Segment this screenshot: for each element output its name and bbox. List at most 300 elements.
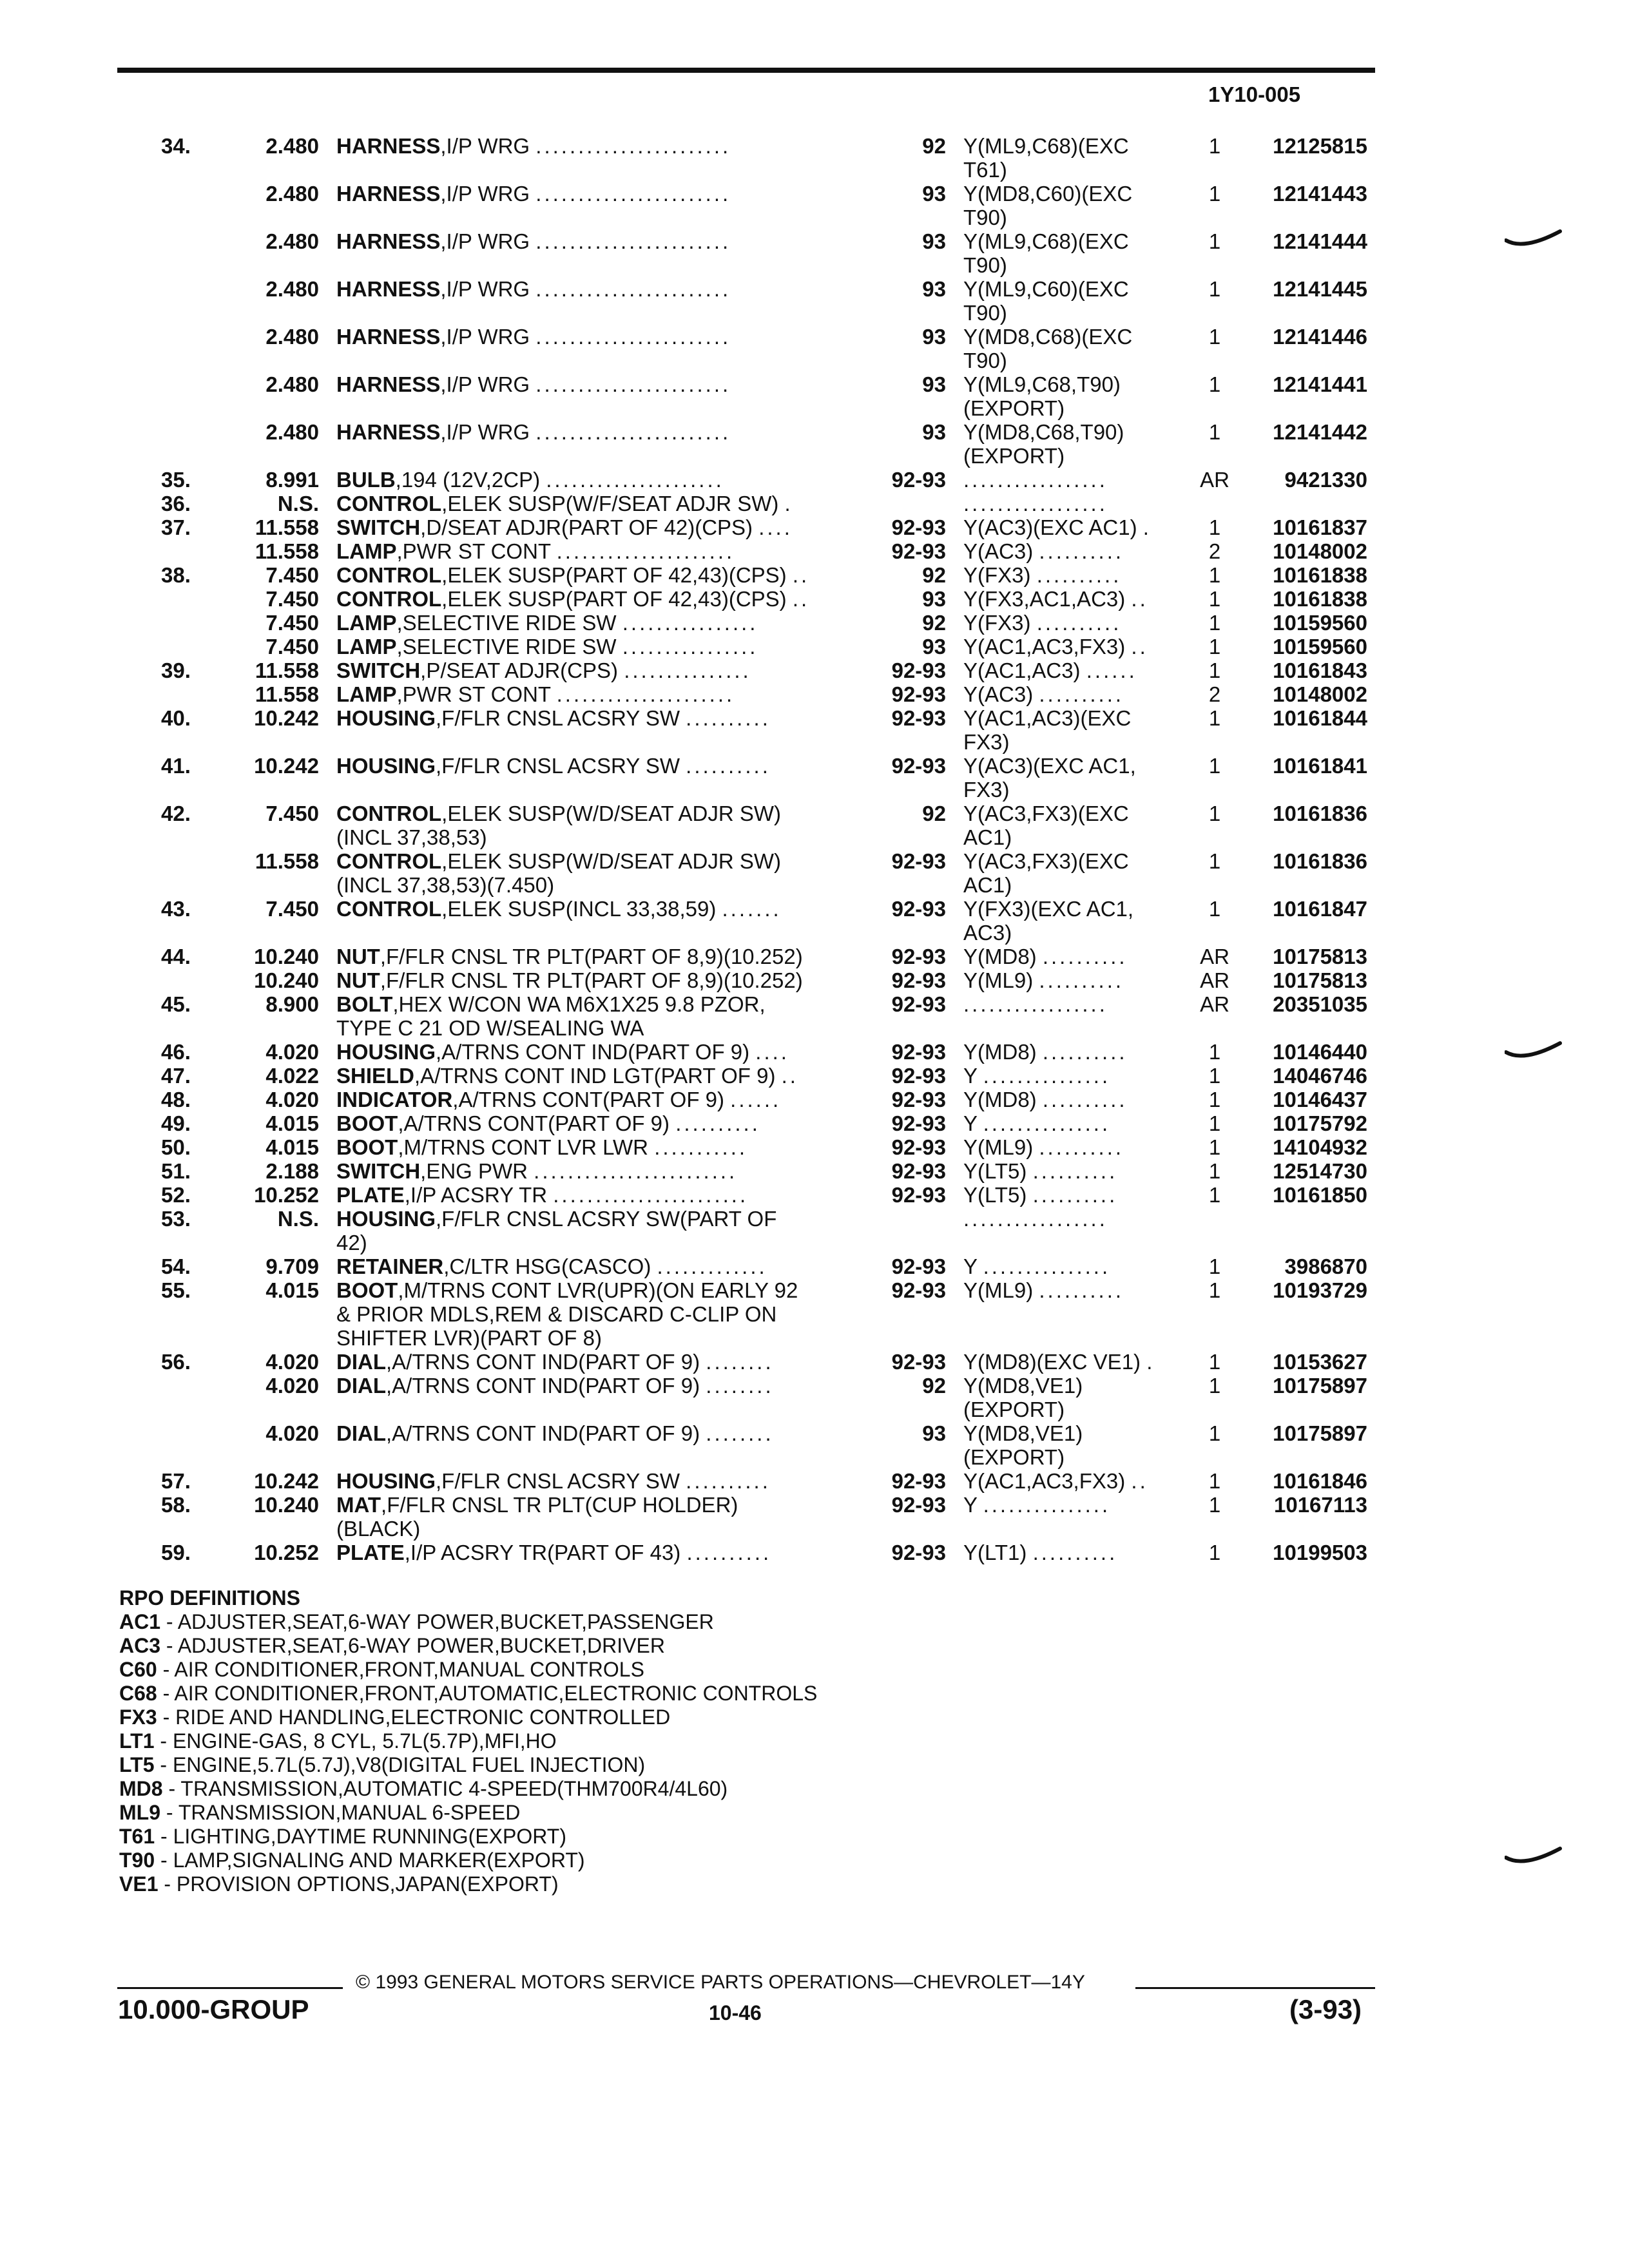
model-year: 92-93 [891, 1111, 946, 1135]
usage-code [963, 1040, 1202, 1064]
usage-text: Y(LT1) [963, 1541, 1027, 1564]
table-row [0, 1088, 1629, 1112]
leader-dots: ........ [706, 1374, 774, 1398]
part-desc-text: ,I/P WRG [440, 182, 530, 206]
usage-code [963, 229, 1202, 254]
part-desc-text: ,PWR ST CONT [396, 682, 551, 706]
part-name: HARNESS [336, 277, 441, 301]
usage-code [963, 1421, 1202, 1446]
usage-code [963, 706, 1202, 731]
item-number: 37. [161, 515, 191, 539]
part-number: 10161836 [1273, 849, 1367, 873]
check-mark-icon [1505, 1846, 1563, 1872]
part-description [336, 1111, 865, 1136]
table-row [0, 1469, 1629, 1494]
quantity: AR [1200, 945, 1229, 968]
usage-code-cont: FX3) [963, 730, 1010, 754]
leader-dots: .. [1131, 587, 1148, 611]
model-year: 92-93 [891, 1159, 946, 1183]
leader-dots: .......... [1039, 968, 1124, 992]
rpo-list [119, 1610, 817, 1896]
part-name: PLATE [336, 1183, 405, 1207]
quantity: 1 [1208, 372, 1221, 396]
part-desc-text: ,A/TRNS CONT IND LGT(PART OF 9) [414, 1064, 776, 1088]
item-number: 51. [161, 1159, 191, 1183]
model-year: 92-93 [891, 1040, 946, 1064]
model-year: 93 [922, 420, 946, 444]
part-desc-text: ,I/P WRG [440, 134, 530, 158]
quantity: 1 [1208, 1183, 1221, 1207]
part-number: 10159560 [1273, 635, 1367, 658]
table-row [0, 182, 1629, 229]
part-desc-text: ,P/SEAT ADJR(CPS) [420, 658, 619, 682]
illustration-ref: 2.480 [265, 229, 319, 253]
rpo-code: ML9 [119, 1801, 160, 1824]
usage-code [963, 1374, 1202, 1398]
part-number: 10161841 [1273, 754, 1367, 778]
illustration-ref: 2.188 [265, 1159, 319, 1183]
model-year: 92-93 [891, 1135, 946, 1159]
table-row [0, 754, 1629, 802]
quantity: 1 [1208, 754, 1221, 778]
table-row [0, 492, 1629, 516]
usage-text: Y(FX3,AC1,AC3) [963, 587, 1126, 611]
illustration-ref: 4.015 [265, 1135, 319, 1159]
illustration-ref: 7.450 [265, 587, 319, 611]
part-description [336, 1135, 865, 1160]
quantity: 1 [1208, 587, 1221, 611]
part-name: NUT [336, 945, 380, 968]
model-year: 92-93 [891, 1088, 946, 1111]
part-name: SWITCH [336, 515, 421, 539]
leader-dots: ..................... [556, 682, 735, 706]
rpo-item [119, 1825, 817, 1849]
usage-text: Y(MD8) [963, 1088, 1037, 1111]
table-row [0, 468, 1629, 492]
usage-text: Y(FX3) [963, 611, 1031, 635]
table-row [0, 682, 1629, 707]
quantity: AR [1200, 468, 1229, 492]
part-description [336, 1088, 865, 1112]
leader-dots: ........ [706, 1350, 774, 1374]
illustration-ref: 8.900 [265, 992, 319, 1016]
usage-code [963, 587, 1202, 611]
quantity: AR [1200, 992, 1229, 1016]
part-number: 10175897 [1273, 1374, 1367, 1398]
page-number: 10-46 [709, 2001, 762, 2024]
leader-dots: .......... [1036, 611, 1122, 635]
illustration-ref: 9.709 [265, 1254, 319, 1278]
usage-code [963, 1469, 1202, 1494]
part-desc-text: ,A/TRNS CONT IND(PART OF 9) [386, 1421, 700, 1445]
footer-rule-left [117, 1987, 343, 1989]
leader-dots: .. [1131, 635, 1148, 658]
quantity: 1 [1208, 635, 1221, 658]
leader-dots: .......... [675, 1111, 760, 1135]
part-name: BOOT [336, 1135, 398, 1159]
illustration-ref: 7.450 [265, 802, 319, 825]
quantity: 1 [1208, 1064, 1221, 1088]
illustration-ref: 4.020 [265, 1374, 319, 1398]
part-desc-text: ,A/TRNS CONT IND(PART OF 9) [386, 1350, 700, 1374]
part-name: SHIELD [336, 1064, 415, 1088]
part-number: 10148002 [1273, 682, 1367, 706]
part-desc-text: ,I/P WRG [440, 420, 530, 444]
usage-text: Y(ML9) [963, 968, 1034, 992]
quantity: 1 [1208, 1040, 1221, 1064]
leader-dots: ....................... [553, 1183, 749, 1207]
part-name: BOOT [336, 1111, 398, 1135]
part-name: HARNESS [336, 229, 441, 253]
part-desc-text: ,HEX W/CON WA M6X1X25 9.8 PZOR, [392, 992, 766, 1016]
model-year: 92-93 [891, 658, 946, 682]
leader-dots: .......... [1042, 1040, 1128, 1064]
leader-dots: ................. [963, 492, 1108, 515]
quantity: 1 [1208, 1111, 1221, 1135]
usage-text: Y(MD8) [963, 1040, 1037, 1064]
part-name: CONTROL [336, 802, 442, 825]
part-name: CONTROL [336, 563, 442, 587]
quantity: 1 [1208, 1254, 1221, 1278]
usage-text: Y(ML9,C68)(EXC [963, 229, 1129, 253]
check-mark-icon [1505, 1041, 1563, 1066]
part-description-cont: TYPE C 21 OD W/SEALING WA [336, 1016, 644, 1040]
leader-dots: .......... [1042, 1088, 1128, 1111]
part-desc-text: ,A/TRNS CONT IND(PART OF 9) [436, 1040, 750, 1064]
model-year: 92-93 [891, 945, 946, 968]
illustration-ref: 10.242 [254, 1469, 319, 1493]
part-name: HARNESS [336, 420, 441, 444]
part-number: 10161843 [1273, 658, 1367, 682]
date-code: (3-93) [1289, 1994, 1362, 2024]
part-desc-text: ,SELECTIVE RIDE SW [396, 611, 617, 635]
part-desc-text: ,194 (12V,2CP) [395, 468, 541, 492]
table-row [0, 1493, 1629, 1541]
part-name: BOLT [336, 992, 393, 1016]
quantity: 1 [1208, 1159, 1221, 1183]
part-number: 10161847 [1273, 897, 1367, 921]
part-number: 12141444 [1273, 229, 1367, 253]
item-number: 42. [161, 802, 191, 825]
item-number: 43. [161, 897, 191, 921]
rpo-item [119, 1801, 817, 1825]
quantity: 1 [1208, 897, 1221, 921]
part-desc-text: ,ELEK SUSP(W/F/SEAT ADJR SW) [441, 492, 779, 515]
part-number: 10167113 [1273, 1493, 1367, 1517]
rpo-definition: - RIDE AND HANDLING,ELECTRONIC CONTROLLED [157, 1706, 671, 1729]
part-number: 10175792 [1273, 1111, 1367, 1135]
model-year: 92-93 [891, 515, 946, 539]
part-desc-text: ,M/TRNS CONT LVR LWR [398, 1135, 649, 1159]
part-name: INDICATOR [336, 1088, 453, 1111]
usage-code [963, 1350, 1202, 1374]
model-year: 92-93 [891, 1183, 946, 1207]
part-description [336, 372, 865, 397]
part-description [336, 1254, 865, 1279]
part-number: 10199503 [1273, 1541, 1367, 1564]
part-number: 10193729 [1273, 1278, 1367, 1302]
usage-code-cont: T90) [963, 253, 1007, 277]
quantity: AR [1200, 968, 1229, 992]
leader-dots: .......... [686, 1541, 772, 1564]
item-number: 46. [161, 1040, 191, 1064]
part-description-cont: (INCL 37,38,53)(7.450) [336, 873, 555, 897]
part-number: 12125815 [1273, 134, 1367, 158]
item-number: 53. [161, 1207, 191, 1231]
part-description [336, 968, 865, 993]
rpo-code: T90 [119, 1849, 155, 1872]
leader-dots: ....................... [535, 325, 731, 349]
part-number: 10161850 [1273, 1183, 1367, 1207]
leader-dots: ....................... [535, 134, 731, 158]
check-mark-icon [1505, 229, 1563, 255]
table-row [0, 515, 1629, 540]
rpo-code: C68 [119, 1682, 157, 1705]
table-row [0, 1207, 1629, 1254]
table-row [0, 611, 1629, 635]
leader-dots: .......... [1039, 682, 1124, 706]
usage-code [963, 1278, 1202, 1303]
usage-text: Y(ML9,C60)(EXC [963, 277, 1129, 301]
part-name: LAMP [336, 611, 397, 635]
usage-text: Y(MD8) [963, 945, 1037, 968]
leader-dots: .. [781, 1064, 798, 1088]
part-desc-text: ,ENG PWR [420, 1159, 528, 1183]
usage-code [963, 1541, 1202, 1565]
quantity: 1 [1208, 134, 1221, 158]
item-number: 59. [161, 1541, 191, 1564]
item-number: 35. [161, 468, 191, 492]
leader-dots: ...... [730, 1088, 782, 1111]
quantity: 1 [1208, 420, 1221, 444]
quantity: 1 [1208, 1421, 1221, 1445]
quantity: 1 [1208, 849, 1221, 873]
table-row [0, 587, 1629, 611]
usage-code-cont: (EXPORT) [963, 1445, 1065, 1469]
leader-dots: ................. [963, 992, 1108, 1016]
item-number: 50. [161, 1135, 191, 1159]
part-description-cont: 42) [336, 1231, 367, 1254]
part-name: LAMP [336, 539, 397, 563]
usage-code [963, 968, 1202, 993]
page-code: 1Y10-005 [1208, 82, 1301, 106]
part-desc-text: ,F/FLR CNSL TR PLT(PART OF 8,9)(10.252) [380, 945, 803, 968]
usage-code-cont: T90) [963, 301, 1007, 325]
part-name: BULB [336, 468, 396, 492]
model-year: 93 [922, 182, 946, 206]
illustration-ref: 10.242 [254, 706, 319, 730]
usage-code [963, 420, 1202, 445]
usage-text: Y(MD8,C68,T90) [963, 420, 1124, 444]
table-row [0, 1135, 1629, 1160]
model-year: 92-93 [891, 468, 946, 492]
leader-dots: ................. [963, 468, 1108, 492]
table-row [0, 849, 1629, 897]
model-year: 92-93 [891, 539, 946, 563]
part-name: CONTROL [336, 849, 442, 873]
illustration-ref: N.S. [277, 492, 319, 515]
usage-code-cont: AC3) [963, 921, 1012, 945]
model-year: 93 [922, 372, 946, 396]
model-year: 92-93 [891, 849, 946, 873]
quantity: 1 [1208, 1350, 1221, 1374]
usage-text: Y(AC3) [963, 539, 1034, 563]
illustration-ref: 4.015 [265, 1111, 319, 1135]
model-year: 92 [922, 134, 946, 158]
part-description [336, 1040, 865, 1064]
part-description-cont: SHIFTER LVR)(PART OF 8) [336, 1326, 602, 1350]
part-name: DIAL [336, 1374, 386, 1398]
illustration-ref: 2.480 [265, 372, 319, 396]
rpo-definition: - LAMP,SIGNALING AND MARKER(EXPORT) [155, 1849, 585, 1872]
rpo-item [119, 1658, 817, 1682]
part-desc-text: ,F/FLR CNSL TR PLT(CUP HOLDER) [381, 1493, 738, 1517]
usage-text: Y(AC1,AC3)(EXC [963, 706, 1132, 730]
illustration-ref: 10.240 [254, 1493, 319, 1517]
item-number: 54. [161, 1254, 191, 1278]
table-row [0, 1183, 1629, 1207]
illustration-ref: 10.252 [254, 1183, 319, 1207]
part-desc-text: ,F/FLR CNSL TR PLT(PART OF 8,9)(10.252) [380, 968, 803, 992]
part-description [336, 1207, 865, 1231]
model-year: 92-93 [891, 1350, 946, 1374]
part-name: LAMP [336, 635, 397, 658]
item-number: 57. [161, 1469, 191, 1493]
usage-code [963, 492, 1202, 516]
rpo-item [119, 1729, 817, 1753]
leader-dots: ..................... [556, 539, 735, 563]
usage-code [963, 325, 1202, 349]
part-description [336, 468, 865, 492]
leader-dots: ...... [1086, 658, 1137, 682]
leader-dots: ................ [622, 635, 758, 658]
part-description [336, 515, 865, 540]
part-name: HOUSING [336, 1040, 436, 1064]
usage-code [963, 849, 1202, 874]
part-desc-text: ,I/P ACSRY TR [404, 1183, 548, 1207]
part-number: 10175897 [1273, 1421, 1367, 1445]
usage-text: Y(MD8,VE1) [963, 1421, 1083, 1445]
usage-text: Y(AC1,AC3,FX3) [963, 635, 1126, 658]
usage-text: Y(AC3)(EXC AC1) [963, 515, 1137, 539]
part-number: 10159560 [1273, 611, 1367, 635]
usage-code-cont: (EXPORT) [963, 444, 1065, 468]
rpo-definition: - TRANSMISSION,MANUAL 6-SPEED [160, 1801, 521, 1824]
part-description [336, 229, 865, 254]
usage-code [963, 1111, 1202, 1136]
leader-dots: ........ [706, 1421, 774, 1445]
part-number: 10175813 [1273, 968, 1367, 992]
illustration-ref: 7.450 [265, 563, 319, 587]
part-name: MAT [336, 1493, 381, 1517]
usage-code-cont: AC1) [963, 825, 1012, 849]
part-description [336, 802, 865, 826]
table-row [0, 945, 1629, 969]
model-year: 92-93 [891, 1493, 946, 1517]
group-label: 10.000-GROUP [118, 1994, 309, 2024]
rpo-definition: - AIR CONDITIONER,FRONT,MANUAL CONTROLS [157, 1658, 644, 1681]
quantity: 1 [1208, 1088, 1221, 1111]
rpo-item [119, 1872, 817, 1896]
leader-dots: .......... [1039, 1278, 1124, 1302]
leader-dots: ........... [654, 1135, 748, 1159]
illustration-ref: N.S. [277, 1207, 319, 1231]
usage-text: Y(MD8)(EXC VE1) [963, 1350, 1141, 1374]
part-name: CONTROL [336, 492, 442, 515]
item-number: 34. [161, 134, 191, 158]
item-number: 47. [161, 1064, 191, 1088]
item-number: 49. [161, 1111, 191, 1135]
part-description [336, 1493, 865, 1517]
part-number: 10148002 [1273, 539, 1367, 563]
table-row [0, 539, 1629, 564]
part-name: HARNESS [336, 182, 441, 206]
model-year: 92-93 [891, 992, 946, 1016]
table-row [0, 1254, 1629, 1279]
leader-dots: . [784, 492, 793, 515]
part-description [336, 945, 865, 969]
leader-dots: ....... [722, 897, 782, 921]
part-name: BOOT [336, 1278, 398, 1302]
part-description-cont: (BLACK) [336, 1517, 421, 1541]
leader-dots: ............... [983, 1254, 1111, 1278]
illustration-ref: 11.558 [255, 658, 319, 682]
model-year: 92 [922, 802, 946, 825]
usage-text: Y [963, 1064, 978, 1088]
part-desc-text: ,D/SEAT ADJR(PART OF 42)(CPS) [420, 515, 753, 539]
part-name: HARNESS [336, 325, 441, 349]
model-year: 92-93 [891, 682, 946, 706]
leader-dots: ............... [983, 1493, 1111, 1517]
rpo-code: MD8 [119, 1777, 163, 1800]
model-year: 92-93 [891, 1469, 946, 1493]
part-description [336, 1541, 865, 1565]
part-description [336, 587, 865, 611]
item-number: 52. [161, 1183, 191, 1207]
leader-dots: .......... [686, 706, 771, 730]
part-name: PLATE [336, 1541, 405, 1564]
leader-dots: ....................... [535, 420, 731, 444]
leader-dots: .... [755, 1040, 789, 1064]
table-row [0, 1278, 1629, 1350]
part-desc-text: ,I/P ACSRY TR(PART OF 43) [404, 1541, 681, 1564]
part-desc-text: ,ELEK SUSP(W/D/SEAT ADJR SW) [441, 802, 782, 825]
quantity: 1 [1208, 1278, 1221, 1302]
usage-code [963, 1159, 1202, 1184]
leader-dots: ............. [657, 1254, 767, 1278]
leader-dots: ........................ [534, 1159, 738, 1183]
usage-text: Y [963, 1254, 978, 1278]
table-row [0, 325, 1629, 372]
part-description [336, 658, 865, 683]
quantity: 1 [1208, 802, 1221, 825]
usage-text: Y(ML9,C68,T90) [963, 372, 1121, 396]
illustration-ref: 10.240 [254, 968, 319, 992]
quantity: 1 [1208, 182, 1221, 206]
table-row [0, 134, 1629, 182]
table-row [0, 802, 1629, 849]
illustration-ref: 4.020 [265, 1350, 319, 1374]
part-number: 12141446 [1273, 325, 1367, 349]
model-year: 92-93 [891, 1254, 946, 1278]
rpo-definition: - PROVISION OPTIONS,JAPAN(EXPORT) [158, 1872, 559, 1896]
leader-dots: . [1146, 1350, 1155, 1374]
leader-dots: ................ [622, 611, 758, 635]
part-description [336, 1421, 865, 1446]
illustration-ref: 4.015 [265, 1278, 319, 1302]
part-description [336, 420, 865, 445]
model-year: 93 [922, 1421, 946, 1445]
